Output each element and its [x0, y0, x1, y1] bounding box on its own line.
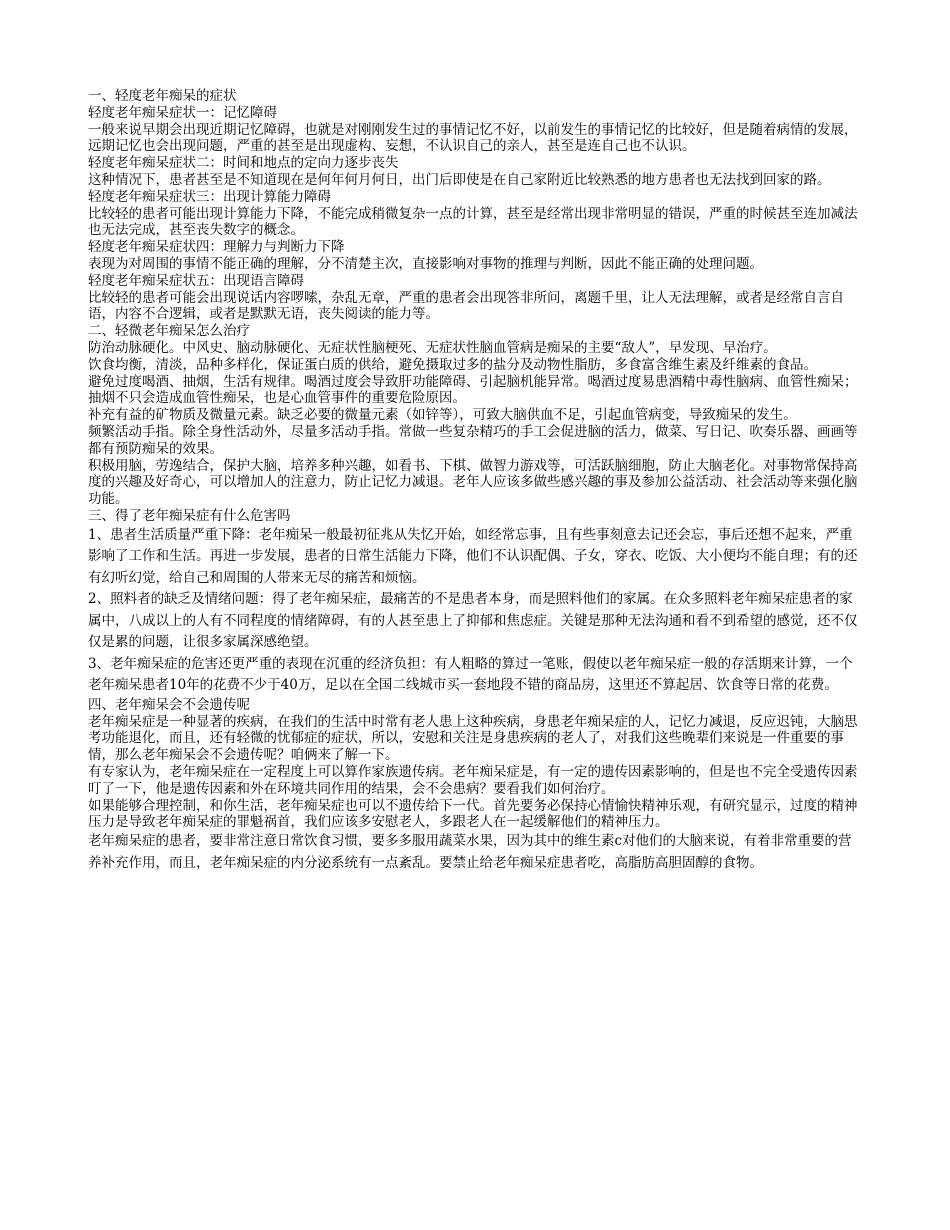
- paragraph: 如果能够合理控制，和你生活，老年痴呆症也可以不遗传给下一代。首先要务必保持心情愉快精神乐观，有研究显示，过度的精神压力是导致老年痴呆症的罪魁祸首，我们应该多安慰老人，多跟老人在一起缓解他们的精神压力。: [88, 797, 858, 831]
- section-heading-3: 三、得了老年痴呆症有什么危害吗: [88, 507, 291, 524]
- symptom-heading-3: 轻度老年痴呆症状三：出现计算能力障碍: [88, 188, 331, 205]
- paragraph: 频繁活动手指。除全身性活动外，尽量多活动手指。常做一些复杂精巧的手工会促进脑的活力，做菜、写日记、吹奏乐器、画画等都有预防痴呆的效果。: [88, 423, 858, 457]
- paragraph: 比较轻的患者可能会出现说话内容啰嗦，杂乱无章，严重的患者会出现答非所问，离题千里，让人无法理解，或者是经常自言自语，内容不合逻辑，或者是默默无语，丧失阅读的能力等。: [88, 289, 844, 323]
- paragraph: 2、照料者的缺乏及情绪问题：得了老年痴呆症，最痛苦的不是患者本身，而是照料他们的家属。在众多照料老年痴呆症患者的家属中，八成以上的人有不同程度的情绪障碍，有的人甚至患上了抑郁和焦虑症。关键是那种无法沟通和看不到希望的感觉，还不仅仅是累的问题，让很多家属深感绝望。: [88, 591, 858, 651]
- paragraph: 有专家认为，老年痴呆症在一定程度上可以算作家族遗传病。老年痴呆症是，有一定的遗传因素影响的，但是也不完全受遗传因素叮了一下，他是遗传因素和外在环境共同作用的结果，会不会患病？要看我们如何治疗。: [88, 763, 858, 797]
- paragraph: 防治动脉硬化。中风史、脑动脉硬化、无症状性脑梗死、无症状性脑血管病是痴呆的主要“敌人”，早发现、早治疗。: [88, 339, 777, 356]
- paragraph: 避免过度喝酒、抽烟，生活有规律。喝酒过度会导致肝功能障碍、引起脑机能异常。喝酒过度易患酒精中毒性脑病、血管性痴呆；抽烟不只会造成血管性痴呆，也是心血管事件的重要危险原因。: [88, 373, 858, 407]
- symptom-heading-2: 轻度老年痴呆症状二：时间和地点的定向力逐步丧失: [88, 155, 399, 172]
- paragraph: 老年痴呆症是一种显著的疾病，在我们的生活中时常有老人患上这种疾病，身患老年痴呆症的人，记忆力减退，反应迟钝，大脑思考功能退化，而且，还有轻微的忧郁症的症状，所以，安慰和关注是身患疾病的老人了，对我们这些晚辈们来说是一件重要的事情，那么老年痴呆会不会遗传呢？咱俩来了解一下。: [88, 713, 858, 764]
- paragraph: 1、患者生活质量严重下降：老年痴呆一般最初征兆从失忆开始，如经常忘事，且有些事刻意去记还会忘，事后还想不起来，严重影响了工作和生活。再进一步发展，患者的日常生活能力下降，他们不认识配偶、子女，穿衣、吃饭、大小便均不能自理；有的还有幻听幻觉，给自己和周围的人带来无尽的痛苦和烦恼。: [88, 526, 858, 586]
- section-heading-2: 二、轻微老年痴呆怎么治疗: [88, 323, 250, 340]
- paragraph: 老年痴呆症的患者，要非常注意日常饮食习惯，要多多服用蔬菜水果，因为其中的维生素c对他们的大脑来说，有着非常重要的营养补充作用，而且，老年痴呆症的内分泌系统有一点紊乱。要禁止给老年痴呆症患者吃，高脂肪高胆固醇的食物。: [88, 833, 852, 871]
- paragraph: 一般来说早期会出现近期记忆障碍，也就是对刚刚发生过的事情记忆不好，以前发生的事情记忆的比较好，但是随着病情的发展，远期记忆也会出现问题，严重的甚至是出现虚构、妄想，不认识自己的亲人，甚至是连自己也不认识。: [88, 121, 858, 155]
- paragraph: 表现为对周围的事情不能正确的理解，分不清楚主次，直接影响对事物的推理与判断，因此不能正确的处理问题。: [88, 255, 763, 272]
- section-heading-4: 四、老年痴呆会不会遗传呢: [88, 696, 250, 713]
- paragraph: 3、老年痴呆症的危害还更严重的表现在沉重的经济负担：有人粗略的算过一笔账，假使以老年痴呆症一般的存活期来计算，一个老年痴呆患者10年的花费不少于40万，足以在全国二线城市买一套地段不错的商品房，这里还不算起居、饮食等日常的花费。: [88, 655, 853, 694]
- paragraph: 饮食均衡，清淡，品种多样化，保证蛋白质的供给，避免摄取过多的盐分及动物性脂肪，多食富含维生素及纤维素的食品。: [88, 356, 817, 373]
- paragraph: 积极用脑，劳逸结合，保护大脑，培养多种兴趣，如看书、下棋、做智力游戏等，可活跃脑细胞，防止大脑老化。对事物常保持高度的兴趣及好奇心，可以增加人的注意力，防止记忆力减退。老年人应该多做些感兴趣的事及参加公益活动、社会活动等来强化脑功能。: [88, 457, 858, 508]
- symptom-heading-1: 轻度老年痴呆症状一：记忆障碍: [88, 104, 277, 121]
- paragraph: 这种情况下，患者甚至是不知道现在是何年何月何日，出门后即使是在自己家附近比较熟悉的地方患者也无法找到回家的路。: [88, 171, 831, 188]
- paragraph: 补充有益的矿物质及微量元素。缺乏必要的微量元素（如锌等），可致大脑供血不足，引起血管病变，导致痴呆的发生。: [88, 407, 797, 424]
- section-heading-1: 一、轻度老年痴呆的症状: [88, 88, 237, 104]
- paragraph: 比较轻的患者可能出现计算能力下降，不能完成稍微复杂一点的计算，甚至是经常出现非常明显的错误，严重的时候甚至连加减法也无法完成，甚至丧失数字的概念。: [88, 205, 858, 239]
- document-body: [88, 88, 860, 874]
- symptom-heading-5: 轻度老年痴呆症状五：出现语言障碍: [88, 272, 304, 289]
- symptom-heading-4: 轻度老年痴呆症状四：理解力与判断力下降: [88, 239, 345, 256]
